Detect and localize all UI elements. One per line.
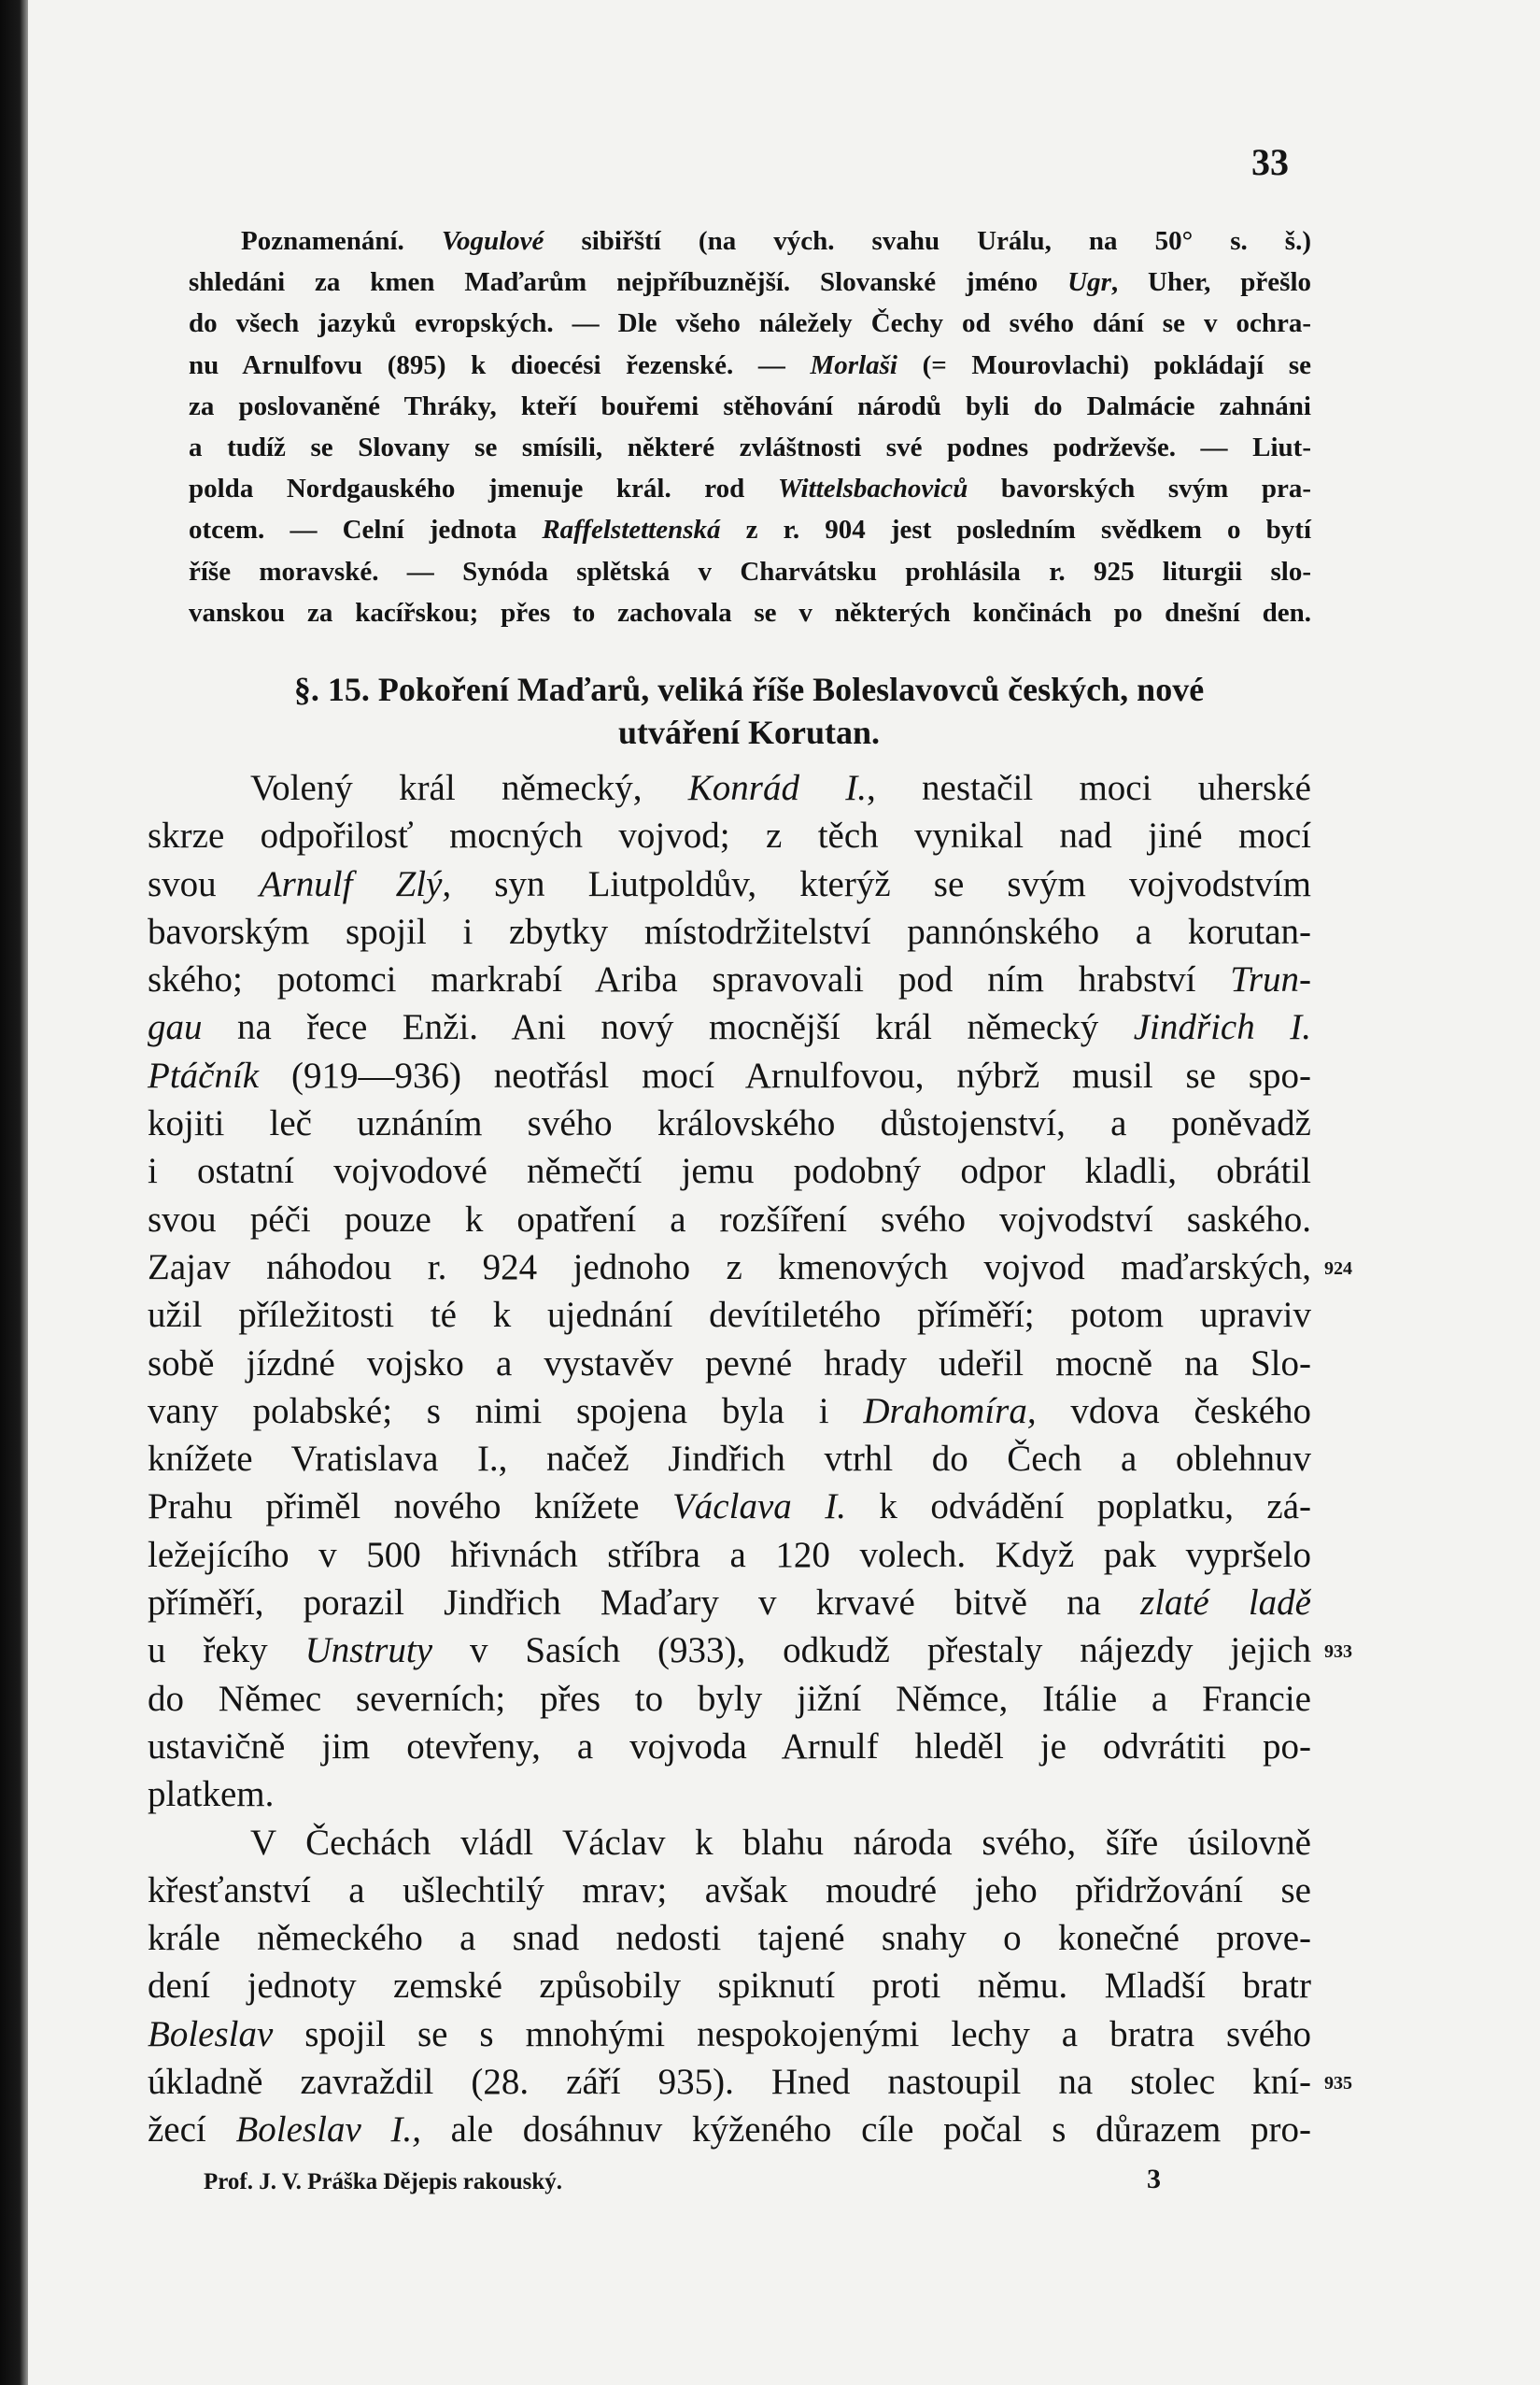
text-run: (919—936) neotřásl mocí Arnulfovou, nýbrž musil se spo- — [259, 1055, 1311, 1096]
text-run: užil příležitosti té k ujednání devítiletého příměří; potom upraviv — [148, 1295, 1311, 1336]
text-line — [148, 1723, 1311, 1770]
text-run: říše moravské. — Synóda splětská v Charvátsku prohlásila r. 925 liturgii slo- — [189, 556, 1311, 587]
text-run: a tudíž se Slovany se smísili, některé zvláštnosti své podnes podrževše. — Liut- — [189, 432, 1311, 462]
text-line — [148, 956, 1311, 1003]
text-run: syn Liutpoldův, kterýž se svým vojvodstvím — [451, 863, 1312, 904]
text-line — [148, 1340, 1311, 1387]
text-run: příměří, porazil Jindřich Maďary v krvavé bitvě na — [148, 1583, 1141, 1624]
text-run: skrze odpořilosť mocných vojvod; z těch vynikal nad jiné mocí — [148, 816, 1311, 857]
text-line — [148, 1770, 1311, 1818]
text-run: Volený král německý, — [250, 768, 688, 808]
section-heading — [187, 668, 1311, 754]
text-line — [148, 1819, 1311, 1867]
text-line — [148, 1914, 1311, 1962]
text-line — [189, 386, 1311, 427]
italic-term: Vogulové — [441, 226, 544, 256]
text-run: z r. 904 jest posledním svědkem o bytí — [720, 515, 1311, 546]
text-run: , nestačil moci uherské — [867, 768, 1311, 808]
italic-term: Morlaši — [810, 349, 897, 380]
text-run: kojiti leč uznáním svého královského důstojenství, a poněvadž — [148, 1103, 1311, 1144]
margin-year-note: 924 — [1324, 1258, 1352, 1279]
text-line — [148, 2010, 1311, 2058]
text-line — [148, 2106, 1311, 2153]
text-run: knížete Vratislava I., načež Jindřich vtrhl do Čech a oblehnuv — [148, 1439, 1311, 1480]
body-text — [148, 764, 1311, 2154]
text-line — [148, 2058, 1311, 2106]
italic-term: Trun- — [1230, 959, 1311, 1001]
italic-term: Konrád I. — [687, 768, 868, 808]
text-run: sobě jízdné vojsko a vystavěv pevné hrady udeřil mocně na Slo- — [148, 1342, 1311, 1384]
footer-signature-text: Prof. J. V. Práška Dějepis rakouský. — [204, 2169, 563, 2194]
text-run: sibiřští (na vých. svahu Urálu, na 50° s. š.) — [544, 226, 1311, 256]
text-run: Prahu přiměl nového knížete — [148, 1486, 672, 1527]
text-run: nu Arnulfovu (895) k dioecési řezenské. — — [189, 349, 811, 380]
italic-term: Unstruty — [304, 1630, 433, 1671]
italic-term: Boleslav I., — [235, 2109, 421, 2151]
text-run: ustavičně jim otevřeny, a vojvoda Arnulf hleděl je odvrátiti po- — [148, 1725, 1311, 1767]
text-line — [189, 345, 1311, 386]
text-line — [148, 860, 1311, 908]
italic-term: gau — [148, 1007, 203, 1048]
text-run: otcem. — Celní jednota — [189, 515, 543, 546]
text-run: V Čechách vládl Václav k blahu národa svého, šíře úsilovně — [250, 1822, 1311, 1863]
text-line — [148, 1867, 1311, 1914]
text-line — [148, 1387, 1311, 1435]
text-run: vanskou za kacířskou; přes to zachovala se v některých končinách po dnešní den. — [189, 597, 1311, 628]
text-run: do Němec severních; přes to byly jižní Němce, Itálie a Francie — [148, 1678, 1311, 1719]
text-line — [148, 812, 1311, 859]
italic-term: Drahomíra, — [863, 1390, 1037, 1431]
margin-year-note: 933 — [1324, 1641, 1352, 1663]
text-run: platkem. — [148, 1774, 275, 1815]
text-run: křesťanství a ušlechtilý mrav; avšak moudré jeho přidržování se — [148, 1869, 1311, 1910]
text-run: do všech jazyků evropských. — Dle všeho náležely Čechy od svého dání se v ochra- — [189, 308, 1311, 339]
text-line — [148, 764, 1311, 812]
text-line — [189, 551, 1311, 592]
text-line — [148, 1291, 1311, 1339]
italic-term: Boleslav — [148, 2013, 274, 2054]
heading-line-2: utváření Korutan. — [617, 714, 880, 751]
text-run — [404, 226, 442, 256]
text-run: spojil se s mnohými nespokojenými lechy a bratra svého — [273, 2013, 1311, 2054]
text-line — [148, 1196, 1311, 1243]
text-line — [189, 509, 1311, 550]
text-line — [148, 1675, 1311, 1723]
text-line — [148, 908, 1311, 956]
text-run: ského; potomci markrabí Ariba spravovali pod ním hrabství — [148, 959, 1231, 1001]
text-run: žecí — [148, 2109, 236, 2151]
text-run: polda Nordgauského jmenuje král. rod — [189, 474, 778, 504]
text-line — [148, 1531, 1311, 1579]
scan-edge — [0, 0, 28, 2385]
heading-line-1: §. 15. Pokoření Maďarů, veliká říše Boleslavovců českých, nové — [293, 671, 1205, 708]
text-run: na řece Enži. Ani nový mocnější král německý — [202, 1007, 1134, 1048]
text-line — [189, 427, 1311, 468]
text-line — [189, 592, 1311, 633]
text-line — [148, 1243, 1311, 1291]
text-line — [148, 1962, 1311, 2009]
italic-term: zlaté ladě — [1140, 1583, 1311, 1624]
bold-label: Poznamenání. — [241, 226, 404, 256]
text-line — [189, 262, 1311, 303]
text-run: úkladně zavraždil (28. září 935). Hned nastoupil na stolec kní- — [148, 2062, 1311, 2103]
text-line — [148, 1003, 1311, 1051]
italic-term: Ugr — [1067, 267, 1111, 298]
text-run: svou péči pouze k opatření a rozšíření svého vojvodství saského. — [148, 1199, 1311, 1240]
text-run: , Uher, přešlo — [1110, 267, 1311, 298]
italic-term: Arnulf Zlý, — [259, 863, 452, 904]
text-line — [148, 1435, 1311, 1483]
margin-year-note: 935 — [1324, 2073, 1352, 2094]
text-run: vdova českého — [1036, 1390, 1312, 1431]
text-run: svou — [148, 863, 260, 904]
text-run: vany polabské; s nimi spojena byla i — [148, 1390, 864, 1431]
text-run: bavorských svým pra- — [968, 474, 1312, 504]
text-line — [148, 1626, 1311, 1674]
italic-term: Raffelstettenská — [542, 515, 721, 546]
page-number: 33 — [1251, 141, 1289, 183]
text-run: ležejícího v 500 hřivnách stříbra a 120 volech. Když pak vypršelo — [148, 1534, 1311, 1575]
text-line — [189, 303, 1311, 344]
text-run: i ostatní vojvodové němečtí jemu podobný odpor kladli, obrátil — [148, 1151, 1311, 1192]
text-run: k odvádění poplatku, zá- — [845, 1486, 1312, 1527]
text-line — [189, 220, 1311, 262]
text-line — [148, 1052, 1311, 1100]
italic-term: Wittelsbachoviců — [777, 474, 968, 504]
text-run: dení jednoty zemské způsobily spiknutí proti němu. Mladší bratr — [148, 1966, 1311, 2007]
text-run: ale dosáhnuv kýženého cíle počal s důrazem pro- — [420, 2109, 1312, 2151]
text-run: za poslovaněné Thráky, kteří bouřemi stěhování národů byli do Dalmácie zahnáni — [189, 390, 1311, 421]
text-line — [148, 1579, 1311, 1626]
text-run: Zajav náhodou r. 924 jednoho z kmenových vojvod maďarských, — [148, 1246, 1311, 1287]
italic-term: Ptáčník — [148, 1055, 260, 1096]
italic-term: Václava I. — [671, 1486, 846, 1527]
text-run: (= Mourovlachi) pokládají se — [897, 349, 1311, 380]
text-run: u řeky — [148, 1630, 305, 1671]
text-run: v Sasích (933), odkudž přestaly nájezdy jejich — [432, 1630, 1311, 1671]
text-run: krále německého a snad nedosti tajené snahy o konečné prove- — [148, 1918, 1311, 1959]
text-run: shledáni za kmen Maďarům nejpříbuznější. Slovanské jméno — [189, 267, 1068, 298]
text-line — [148, 1147, 1311, 1195]
text-line — [148, 1100, 1311, 1147]
text-line — [189, 468, 1311, 509]
sheet-signature-number: 3 — [1147, 2164, 1161, 2194]
text-line — [148, 1483, 1311, 1530]
footnote-block — [189, 220, 1311, 633]
italic-term: Jindřich I. — [1133, 1007, 1311, 1048]
text-run: bavorským spojil i zbytky místodržitelství pannónského a korutan- — [148, 911, 1311, 952]
